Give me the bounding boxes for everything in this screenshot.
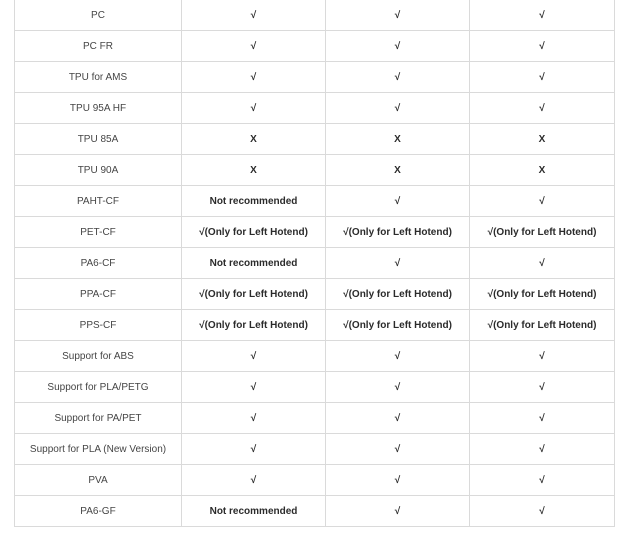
material-name: PC FR <box>15 31 182 62</box>
table-row <box>15 124 615 155</box>
compatibility-cell: Not recommended <box>182 186 326 217</box>
compatibility-cell: X <box>182 124 326 155</box>
table-row <box>15 279 615 310</box>
material-name: PAHT-CF <box>15 186 182 217</box>
table-row <box>15 186 615 217</box>
material-name: Support for PA/PET <box>15 403 182 434</box>
compatibility-cell: √(Only for Left Hotend) <box>326 279 470 310</box>
compatibility-cell: √ <box>182 434 326 465</box>
compatibility-cell: √(Only for Left Hotend) <box>182 217 326 248</box>
compatibility-cell: √ <box>326 186 470 217</box>
compatibility-cell: √ <box>182 0 326 31</box>
material-name: PC <box>15 0 182 31</box>
compatibility-cell: √ <box>182 403 326 434</box>
compatibility-cell: √ <box>470 62 615 93</box>
compatibility-cell: √ <box>326 0 470 31</box>
material-name: Support for PLA (New Version) <box>15 434 182 465</box>
compatibility-cell: √ <box>326 496 470 527</box>
compatibility-cell: √ <box>182 31 326 62</box>
material-name: TPU 90A <box>15 155 182 186</box>
compatibility-cell: X <box>470 124 615 155</box>
compatibility-cell: √(Only for Left Hotend) <box>326 310 470 341</box>
compatibility-cell: √(Only for Left Hotend) <box>470 310 615 341</box>
material-name: Support for PLA/PETG <box>15 372 182 403</box>
compatibility-cell: Not recommended <box>182 496 326 527</box>
compatibility-cell: √ <box>326 31 470 62</box>
compatibility-cell: √ <box>326 62 470 93</box>
material-name: PPS-CF <box>15 310 182 341</box>
compatibility-cell: √(Only for Left Hotend) <box>470 279 615 310</box>
material-name: Support for ABS <box>15 341 182 372</box>
material-name: TPU 95A HF <box>15 93 182 124</box>
compatibility-cell: √ <box>470 465 615 496</box>
table-row <box>15 62 615 93</box>
compatibility-cell: √(Only for Left Hotend) <box>182 279 326 310</box>
compatibility-cell: √ <box>470 434 615 465</box>
compatibility-cell: √(Only for Left Hotend) <box>182 310 326 341</box>
compatibility-cell: √ <box>182 341 326 372</box>
compatibility-cell: X <box>326 124 470 155</box>
compatibility-cell: √ <box>182 372 326 403</box>
table-row <box>15 310 615 341</box>
table-row <box>15 248 615 279</box>
table-row <box>15 465 615 496</box>
material-name: TPU for AMS <box>15 62 182 93</box>
compatibility-cell: √ <box>326 403 470 434</box>
compatibility-cell: √ <box>326 434 470 465</box>
compatibility-cell: √ <box>182 62 326 93</box>
compatibility-cell: √(Only for Left Hotend) <box>470 217 615 248</box>
compatibility-cell: √ <box>326 93 470 124</box>
compatibility-cell: √ <box>470 341 615 372</box>
compatibility-cell: √ <box>182 465 326 496</box>
table-row <box>15 0 615 31</box>
table-row <box>15 434 615 465</box>
compatibility-cell: √ <box>182 93 326 124</box>
compatibility-cell: Not recommended <box>182 248 326 279</box>
compatibility-cell: √ <box>470 496 615 527</box>
material-name: TPU 85A <box>15 124 182 155</box>
compatibility-cell: √ <box>470 403 615 434</box>
compatibility-cell: √ <box>470 31 615 62</box>
compatibility-cell: X <box>470 155 615 186</box>
compatibility-cell: √(Only for Left Hotend) <box>326 217 470 248</box>
material-name: PA6-GF <box>15 496 182 527</box>
table-row <box>15 31 615 62</box>
compatibility-cell: √ <box>470 186 615 217</box>
table-row <box>15 341 615 372</box>
compatibility-cell: X <box>326 155 470 186</box>
material-name: PA6-CF <box>15 248 182 279</box>
compatibility-cell: √ <box>470 0 615 31</box>
compatibility-cell: √ <box>326 341 470 372</box>
table-row <box>15 372 615 403</box>
compatibility-cell: √ <box>470 93 615 124</box>
material-name: PPA-CF <box>15 279 182 310</box>
compatibility-cell: √ <box>326 248 470 279</box>
table-row <box>15 403 615 434</box>
compatibility-cell: √ <box>326 465 470 496</box>
material-name: PVA <box>15 465 182 496</box>
compatibility-cell: √ <box>470 372 615 403</box>
compatibility-cell: √ <box>470 248 615 279</box>
table-row <box>15 93 615 124</box>
table-row <box>15 155 615 186</box>
compatibility-cell: X <box>182 155 326 186</box>
table-row <box>15 496 615 527</box>
table-row <box>15 217 615 248</box>
material-name: PET-CF <box>15 217 182 248</box>
compatibility-table <box>14 0 615 527</box>
compatibility-cell: √ <box>326 372 470 403</box>
